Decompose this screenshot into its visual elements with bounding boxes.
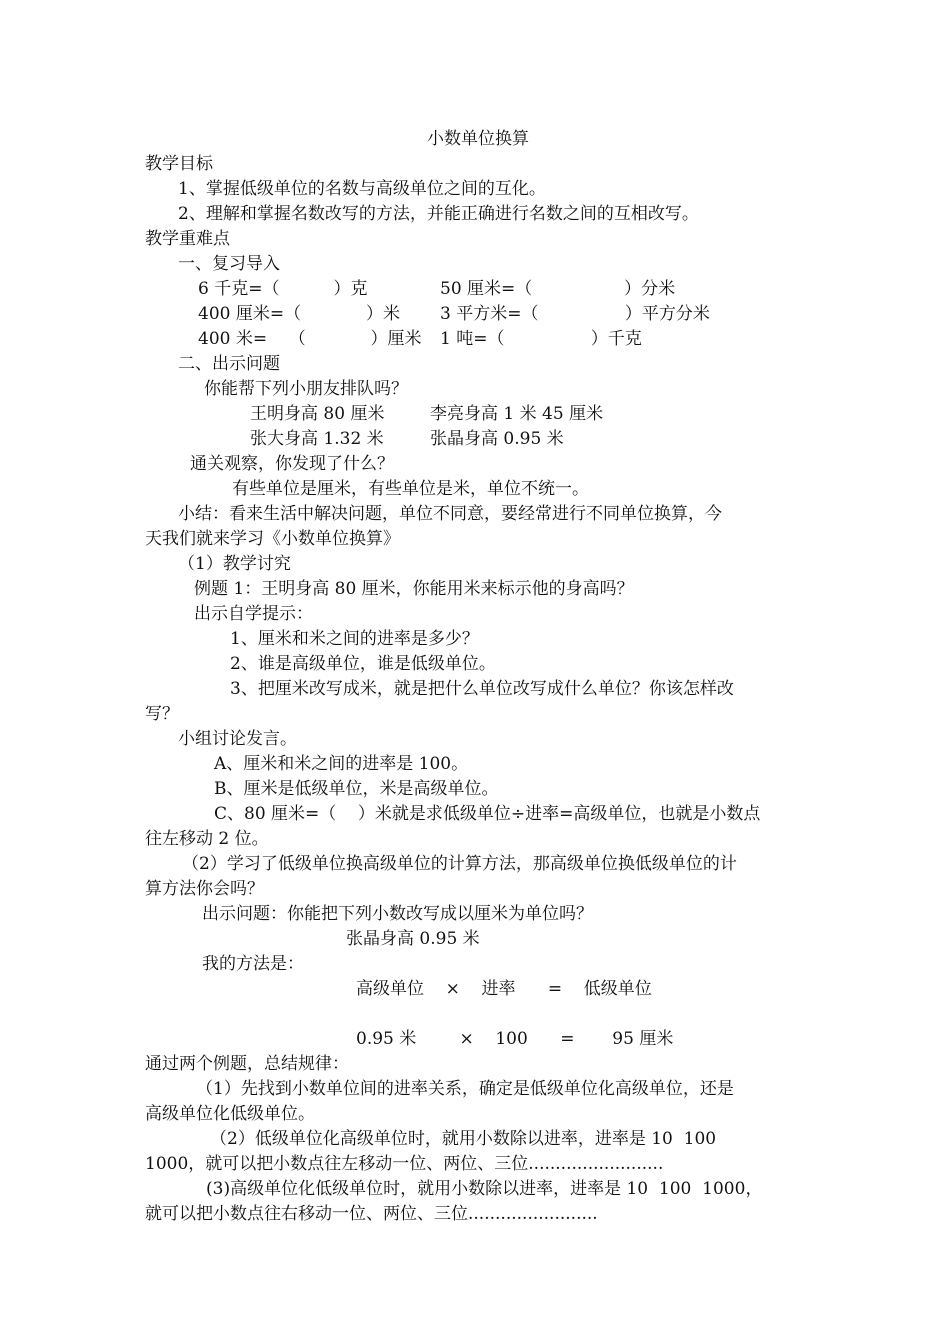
- rule-text: 1000，就可以把小数点往左移动一位、两位、三位.........................: [145, 1154, 664, 1174]
- problem-question: 你能帮下列小朋友排队吗？: [204, 379, 408, 399]
- height-item: 张晶身高 0.95 米: [430, 429, 564, 449]
- height-item: 李亮身高 1 米 45 厘米: [430, 404, 604, 424]
- subsection-reverse: （2）学习了低级单位换高级单位的计算方法，那高级单位换低级单位的计: [182, 854, 737, 874]
- problem-prompt: 出示问题：你能把下列小数改写成以厘米为单位吗？: [202, 904, 593, 924]
- group-discussion: 小组讨论发言。: [178, 729, 297, 749]
- review-exercise: 400 厘米=（ ）米: [198, 304, 400, 324]
- heading-key-points: 教学重难点: [145, 229, 230, 249]
- observation-question: 通关观察，你发现了什么？: [190, 454, 394, 474]
- document-title: 小数单位换算: [427, 129, 529, 149]
- hint-item: 写？: [145, 704, 179, 724]
- review-exercise: 3 平方米=（ ）平方分米: [440, 304, 710, 324]
- answer-item: B、厘米是低级单位，米是高级单位。: [214, 779, 499, 799]
- hint-item: 1、厘米和米之间的进率是多少？: [230, 629, 479, 649]
- review-exercise: 400 米= （ ）厘米: [198, 329, 422, 349]
- method-label: 我的方法是：: [202, 954, 304, 974]
- review-exercise: 50 厘米=（ ）分米: [440, 279, 676, 299]
- rule-text: （2）低级单位化高级单位时，就用小数除以进率，进率是 10 100: [210, 1129, 717, 1149]
- height-item: 王明身高 80 厘米: [250, 404, 385, 424]
- answer-item: A、厘米和米之间的进率是 100。: [214, 754, 469, 774]
- summary-text: 天我们就来学习《小数单位换算》: [145, 529, 400, 549]
- answer-item: C、80 厘米=（ ）米就是求低级单位÷进率=高级单位，也就是小数点: [214, 804, 761, 824]
- heading-objectives: 教学目标: [145, 154, 213, 174]
- problem-item: 张晶身高 0.95 米: [346, 929, 480, 949]
- formula-example: 0.95 米 × 100 = 95 厘米: [356, 1029, 674, 1049]
- rule-text: 就可以把小数点往右移动一位、两位、三位........................: [145, 1204, 598, 1224]
- section-review: 一、复习导入: [178, 254, 280, 274]
- rule-text: 高级单位化低级单位。: [145, 1104, 315, 1124]
- objective-2: 2、理解和掌握名数改写的方法，并能正确进行名数之间的互相改写。: [178, 204, 699, 224]
- rule-text: (3)高级单位化低级单位时，就用小数除以进率，进率是 10 100 1000，: [206, 1179, 763, 1199]
- formula-words: 高级单位 × 进率 = 低级单位: [356, 979, 652, 999]
- hint-item: 3、把厘米改写成米，就是把什么单位改写成什么单位？你该怎样改: [230, 679, 734, 699]
- review-exercise: 1 吨=（ ）千克: [440, 329, 642, 349]
- rule-text: （1）先找到小数单位间的进率关系，确定是低级单位化高级单位，还是: [196, 1079, 734, 1099]
- height-item: 张大身高 1.32 米: [250, 429, 384, 449]
- rules-heading: 通过两个例题，总结规律：: [145, 1054, 349, 1074]
- example-1: 例题 1：王明身高 80 厘米，你能用米来标示他的身高吗？: [194, 579, 634, 599]
- answer-item: 往左移动 2 位。: [145, 829, 269, 849]
- summary-text: 小结：看来生活中解决问题，单位不同意，要经常进行不同单位换算，今: [178, 504, 722, 524]
- self-study-hint: 出示自学提示：: [194, 604, 313, 624]
- observation-answer: 有些单位是厘米，有些单位是米，单位不统一。: [232, 479, 589, 499]
- hint-item: 2、谁是高级单位，谁是低级单位。: [230, 654, 496, 674]
- subsection-discussion: （1）教学讨究: [178, 554, 291, 574]
- objective-1: 1、掌握低级单位的名数与高级单位之间的互化。: [178, 179, 546, 199]
- review-exercise: 6 千克=（ ）克: [198, 279, 368, 299]
- section-problem: 二、出示问题: [178, 354, 280, 374]
- subsection-reverse: 算方法你会吗？: [145, 879, 264, 899]
